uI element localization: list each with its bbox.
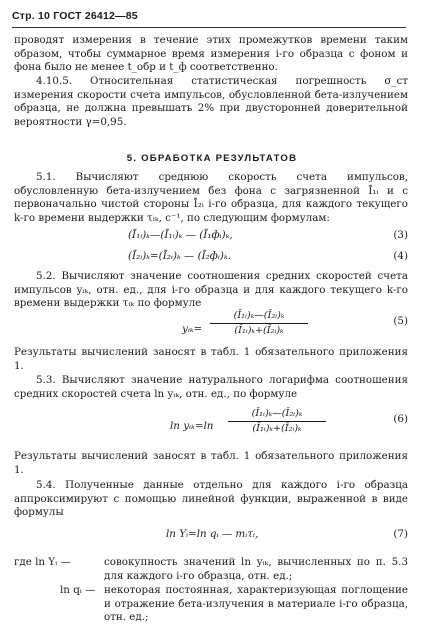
fraction-bar (210, 323, 308, 324)
header-rule (12, 27, 406, 28)
formula-7-number: (7) (393, 528, 408, 540)
formula-6-lhs: ln yᵢₖ=ln (170, 420, 214, 432)
formula-5-denominator: (Ī₁ᵢ)ₖ+(Ī₂ᵢ)ₖ (234, 325, 284, 336)
formula-3: (Ī₁ᵢ)ₖ—(Ī₁ᵢ)ₖ — (Ī₁фᵢ)ₖ, (128, 229, 233, 241)
standard-number: ГОСТ 26412—85 (53, 10, 138, 22)
paragraph-4-10-5: 4.10.5. Относительная статистическая погрешность σ_ст измерения скорости счета импульсов, обусловленной бета-излучением образца, не должна превышать 2% при двусторонней доверительной вероятности γ=0,95. (14, 75, 408, 128)
page-label: Стр. 10 (12, 10, 51, 22)
section-title: 5. ОБРАБОТКА РЕЗУЛЬТАТОВ (126, 153, 298, 164)
paragraph-results-1: Результаты вычислений заносят в табл. 1 обязательного приложения 1. (14, 346, 408, 372)
formula-5-numerator: (Ī₁ᵢ)ₖ—(Ī₂ᵢ)ₖ (233, 310, 285, 321)
paragraph-5-4: 5.4. Полученные данные отдельно для каждого i-го образца аппроксимируют с помощью линейной функции, выраженной в виде формулы (14, 479, 408, 519)
paragraph-intro: проводят измерения в течение этих промежутков времени таким образом, чтобы суммарное время измерения i-го образца с фоном и фона было не менее t_обр и t_ф соответственно. (14, 34, 408, 74)
formula-5-number: (5) (393, 315, 408, 327)
formula-7: ln Yᵢ=ln qᵢ — mᵢτᵢ, (166, 528, 259, 540)
page-header (12, 10, 138, 24)
formula-6-number: (6) (393, 413, 408, 425)
definition-text-lnq: некоторая постоянная, характеризующая поглощение и отражение бета-излучения в материале i-го образца, отн. ед.; (104, 584, 408, 624)
fraction-bar (228, 421, 326, 422)
paragraph-results-2: Результаты вычислений заносят в табл. 1 обязательного приложения 1. (14, 450, 408, 476)
definition-term-lnY: где ln Yᵢ — (14, 556, 71, 568)
formula-4: (Ī₂ᵢ)ₖ=(Ī₂ᵢ)ₖ — (Ī₂фᵢ)ₖ. (128, 250, 231, 262)
formula-5-fraction (210, 310, 308, 337)
formula-4-number: (4) (393, 250, 408, 262)
paragraph-5-1: 5.1. Вычисляют среднюю скорость счета импульсов, обусловленную бета-излучением без фона с загрязненной Ī₁ᵢ и с первоначально чистой стороны Ī₂ᵢ i-го образца, для каждого текущего k-го времени выдержки τᵢₖ, с⁻¹, по следующим формулам: (14, 171, 408, 224)
formula-3-number: (3) (393, 229, 408, 241)
paragraph-5-3: 5.3. Вычисляют значение натурального логарифма соотношения средних скоростей счета ln yᵢₖ, отн. ед., по формуле (14, 374, 408, 400)
formula-6-fraction (228, 408, 326, 435)
formula-6-denominator: (Ī₁ᵢ)ₖ+(Ī₂ᵢ)ₖ (252, 423, 302, 434)
formula-5-lhs: yᵢₖ= (182, 323, 203, 335)
definition-term-lnq: ln qᵢ — (60, 584, 96, 596)
definition-text-lnY: совокупность значений ln yᵢₖ, вычисленных по п. 5.3 для каждого i-го образца, отн. ед.; (104, 556, 408, 582)
formula-6-numerator: (Ī₁ᵢ)ₖ—(Ī₂ᵢ)ₖ (251, 408, 303, 419)
paragraph-5-2: 5.2. Вычисляют значение соотношения средних скоростей счета импульсов yᵢₖ, отн. ед., для i-го образца и для каждого текущего k-го времени выдержки τᵢₖ по формуле (14, 270, 408, 310)
